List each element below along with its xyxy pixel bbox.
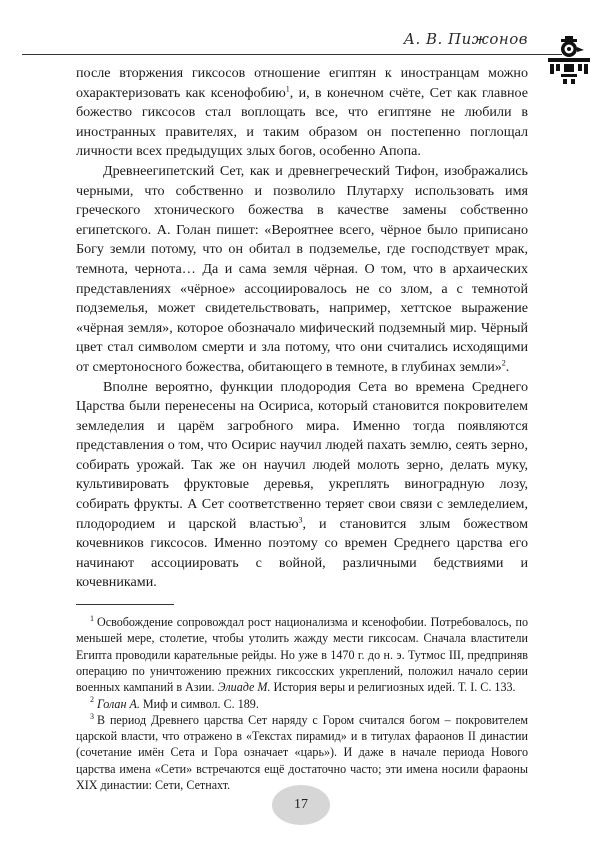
page-number-badge	[272, 785, 330, 825]
footnote-2: $^2$ Голан А. Миф и символ. С. 189.	[90, 695, 259, 711]
footnote-ref-2: 2	[501, 358, 506, 368]
page-number: 17	[294, 797, 308, 812]
running-header-author: А. В. Пижонов	[403, 30, 528, 48]
paragraph-1: после вторжения гиксосов отношение египтян к иностранцам можно охарактеризовать как ксенофобию$^1$, и, в конечном счёте, Сет как главное божество гиксосов стал воплощать все, что египтяне не любили в иностранных правителях, и таким образом он постепенно поглощал личности всех предыдущих злых богов, особенно Апопа.	[76, 65, 528, 160]
footnote-ref-3: 3	[298, 514, 303, 524]
footnote-3: $^3$ В период Древнего царства Сет наряду с Гором считался богом – покровителем царской власти, что отражено в «Текстах пирамид» и в титулах фараонов II династии (сочетание имён Сета и Гора означает «царь»). И даже в начале периода Нового царства имена «Сети» встречаются ещё достаточно часто; эти имена носили фараоны XIX династии: Сети, Сетнахт.	[76, 711, 528, 792]
header-rule	[22, 54, 562, 55]
paragraph-3: Вполне вероятно, функции плодородия Сета во времена Среднего Царства были перенесены на Осириса, который становится покровителем земледелия и царём загробного мира. Именно тогда появляются представления о том, что Осирис научил людей пахать землю, сеять зерно, собирать урожай. Так же он научил людей молоть зерно, делать муку, культивировать фруктовые деревья, укреплять виноградную лозу, собирать фрукты. А Сет соответственно теряет свои связи с земледелием, плодородием и царской властью$^3$, и становится злым божеством кочевников гиксосов. Именно поэтому со времен Среднего царства его начинают ассоциировать с войной, различными бедствиями и кочевниками.	[76, 378, 529, 591]
main-text-column	[76, 64, 528, 793]
footnote-ref-1: 1	[285, 83, 290, 93]
paragraph-2: Древнеегипетский Сет, как и древнегреческий Тифон, изображались черными, что собственно и позволило Плутарху использовать имя греческого хтонического божества в качестве замены собственно египетского. А. Голан пишет: «Вероятнее всего, чёрное было приписано Богу земли потому, что он обитал в подземелье, где господствует мрак, темнота, чернота… Да и сама земля чёрная. О том, что в архаических представлениях «чёрное» ассоциировалось не со злом, а с темнотой подземелья, может свидетельствовать, например, хеттское выражение «чёрная земля», которое обозначало мифический подземный мир. Чёрный цвет стал символом смерти и зла потому, что они считались исходящими от смертоносного божества, обитающего в темноте, в глубинах земли»$^2$.	[76, 162, 528, 375]
aztec-bird-emblem-icon	[546, 34, 592, 84]
footnote-separator	[76, 604, 174, 605]
footnote-1: $^1$ Освобождение сопровождал рост национализма и ксенофобии. Потребовалось, по меньшей мере, столетие, чтобы утолить жажду мести гиксосам. Сначала властители Египта проводили карательные рейды. Но уже в 1470 г. до н. э. Тутмос III, предприняв операцию по уничтожению прежних гиксосских укреплений, положил начало серии военных кампаний в Азии. Элиаде М. История веры и религиозных идей. Т. I. С. 133.	[76, 614, 528, 695]
